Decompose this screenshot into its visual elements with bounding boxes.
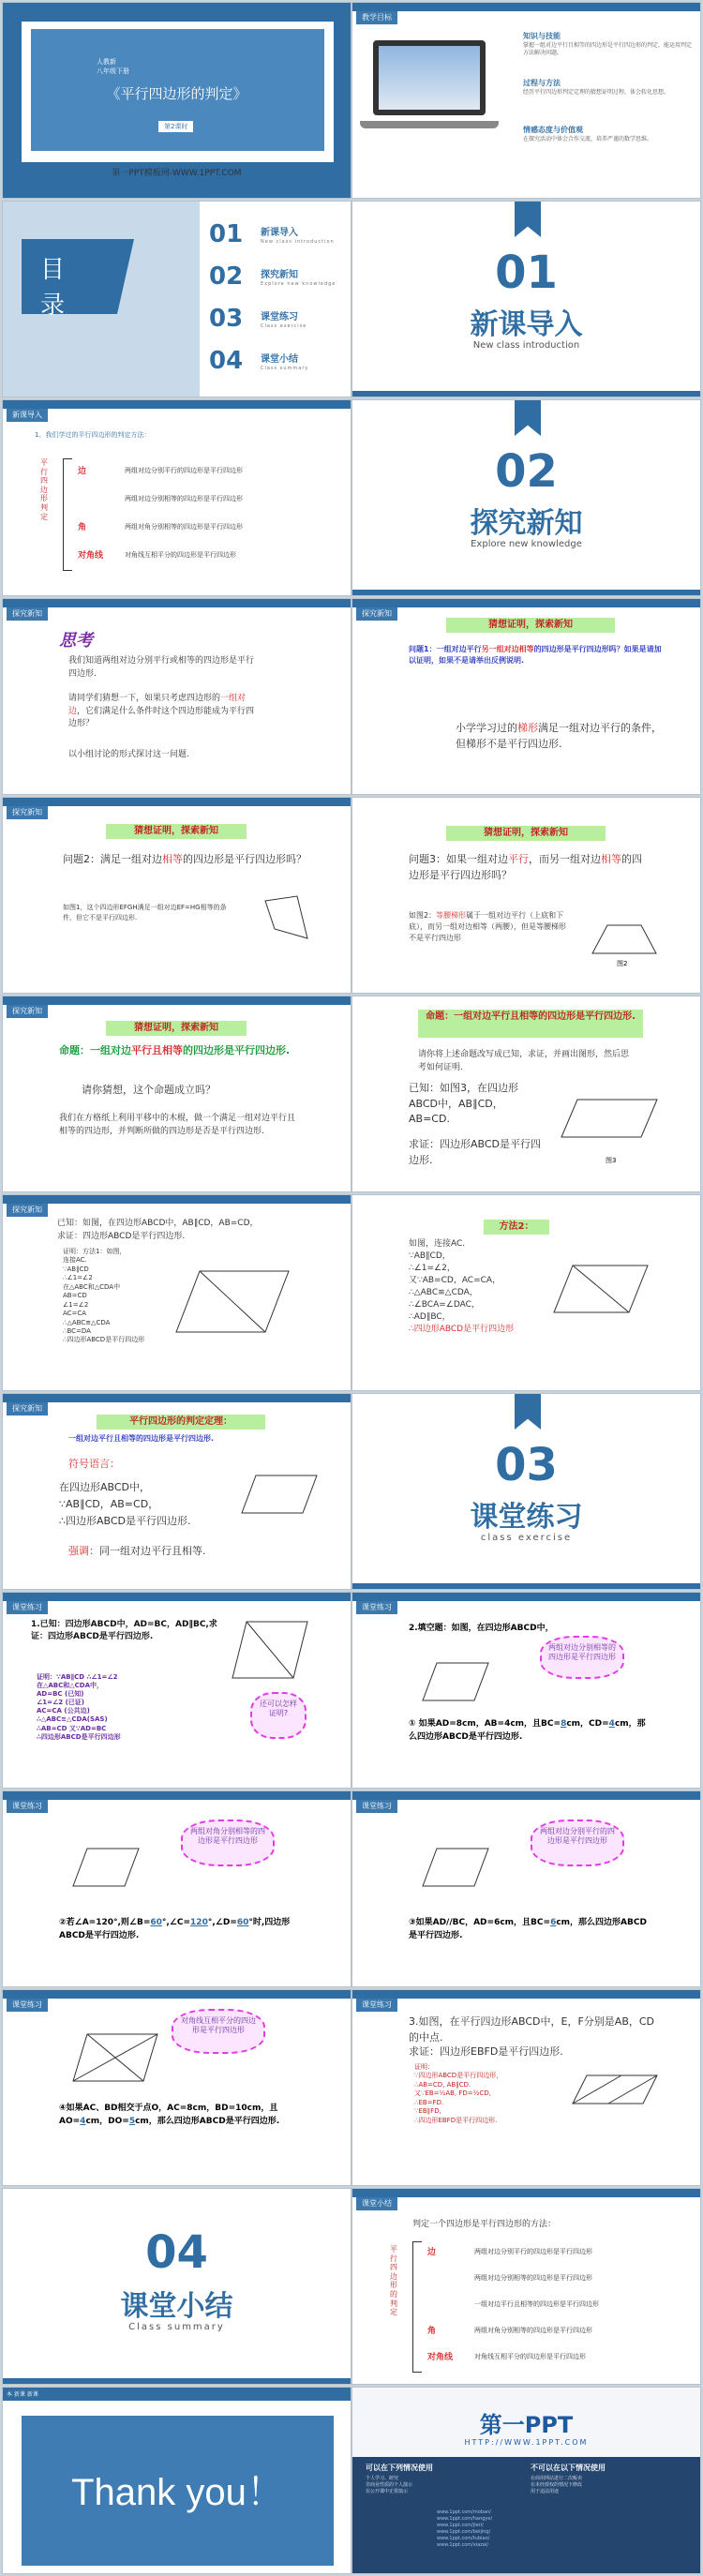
proof-line: ∴∠1=∠2， bbox=[409, 1264, 456, 1274]
slide-3-toc bbox=[2, 201, 352, 397]
slide-16-section-03 bbox=[352, 1393, 701, 1590]
proof1-prove: 求证：四边形ABCD是平行四边形. bbox=[57, 1232, 186, 1241]
usage-line: 在未经授权的情况下修改 bbox=[531, 2482, 583, 2488]
section-title: 课堂小结 bbox=[120, 2290, 233, 2323]
section-box: 猜想证明，探索新知 bbox=[446, 618, 615, 633]
review-intro: 1、我们学过的平行四边形的判定方法： bbox=[35, 431, 151, 439]
header-bar bbox=[352, 2189, 700, 2197]
parallel-answer bbox=[409, 1917, 652, 1942]
slide-1-cover bbox=[2, 2, 352, 199]
sym-l2: ∵AB∥CD，AB=CD， bbox=[59, 1498, 159, 1510]
ex2-answer bbox=[409, 1718, 652, 1744]
slide-22-exercise3 bbox=[352, 1989, 701, 2186]
think-p1: 我们知道两组对边分别平行或相等的四边形是平行四边形. bbox=[68, 656, 255, 679]
section-box: 猜想证明，探索新知 bbox=[106, 1021, 247, 1036]
ans-b: 梯形 bbox=[517, 722, 538, 734]
ex1-figure bbox=[228, 1617, 312, 1683]
ans-e: cm，那么四边形ABCD是平行四边形. bbox=[135, 2116, 280, 2126]
ans-c: cm，CD= bbox=[566, 1719, 609, 1729]
link-line: www.1ppt.com/beijing/ bbox=[437, 2529, 491, 2535]
proof-line: ∴EB=FD. bbox=[414, 2098, 444, 2106]
ans-g: °时,四边形ABCD是平行四边形. bbox=[59, 1918, 291, 1940]
ex2-figure bbox=[418, 1658, 493, 1705]
cover-badge: 第2课时 bbox=[158, 121, 193, 132]
slide-17-exercise1 bbox=[2, 1592, 352, 1789]
q2-text bbox=[63, 852, 307, 868]
q3-a: 问题3：如果一组对边 bbox=[409, 853, 508, 865]
tree-item: 两组对边分别相等的四边形是平行四边形 bbox=[125, 495, 243, 502]
tree-item: 一组对边平行且相等的四边形是平行四边形 bbox=[474, 2300, 599, 2308]
slide-12-rewrite bbox=[352, 996, 701, 1192]
proof-line: 证明：∵AB∥CD ∴∠1=∠2 bbox=[37, 1673, 118, 1681]
goal-2-text: 经历平行四边形判定定理的猜想证明过程，体会转化思想。 bbox=[523, 89, 670, 96]
proof1-figure bbox=[172, 1266, 293, 1341]
section-number: 03 bbox=[495, 1439, 558, 1491]
ans-d: 5 bbox=[128, 2116, 136, 2126]
laptop-image bbox=[373, 40, 486, 115]
emphasis bbox=[68, 1544, 206, 1560]
proof-line: AD=BC (已知) bbox=[37, 1690, 84, 1699]
q1-b: 另一组对边相等 bbox=[481, 645, 534, 653]
sym-l3: ∴四边形ABCD是平行四边形. bbox=[59, 1515, 191, 1527]
think-title: 思考 bbox=[59, 631, 93, 651]
given: 已知：如图3，在四边形ABCD中，AB∥CD，AB=CD. bbox=[409, 1082, 518, 1125]
ask: 请你猜想，这个命题成立吗？ bbox=[82, 1084, 216, 1096]
angles-bubble: 两组对角分别相等的四边形是平行四边形 bbox=[181, 1820, 275, 1866]
proof-line: 在△ABC和△CDA中， bbox=[37, 1682, 104, 1690]
summary-side-label: 平行四边形的判定 bbox=[390, 2245, 397, 2317]
ans-a: ②若∠A=120°,则∠B= bbox=[59, 1918, 151, 1927]
header-bar bbox=[352, 1990, 700, 1999]
top-bar bbox=[3, 2388, 351, 2401]
section-title: 新课导入 bbox=[470, 308, 583, 341]
slide-tag: 探究新知 bbox=[7, 1204, 48, 1217]
proof-line: ∴△ABC≌△CDA， bbox=[409, 1288, 478, 1298]
ans-c: cm，DO= bbox=[85, 2116, 129, 2126]
angles-figure bbox=[68, 1844, 143, 1891]
proof-line: ∵AB∥CD bbox=[63, 1265, 89, 1273]
slide-6-section-02 bbox=[352, 399, 701, 596]
toc-num: 01 bbox=[209, 220, 244, 248]
slide-tag: 新课导入 bbox=[7, 409, 48, 422]
cover-footer: 第一PPT模板网-WWW.1PPT.COM bbox=[112, 169, 242, 178]
thankyou-text: Thank you！ bbox=[71, 2472, 284, 2513]
slide-tag: 探究新知 bbox=[7, 607, 48, 621]
q1-a: 问题1：一组对边平行 bbox=[409, 645, 482, 653]
section-box: 命题：一组对边平行且相等的四边形是平行四边形. bbox=[418, 1010, 643, 1038]
ans-a: ③如果AD//BC，AD=6cm，且BC= bbox=[409, 1918, 551, 1927]
sym-l1: 在四边形ABCD中， bbox=[59, 1481, 151, 1493]
section-box: 猜想证明，探索新知 bbox=[106, 824, 247, 839]
tree-item: 对角线互相平分的四边形是平行四边形 bbox=[125, 551, 236, 559]
proof-line: ∴四边形EBFD是平行四边形. bbox=[414, 2116, 498, 2124]
summary-brace bbox=[412, 2241, 422, 2373]
slide-tag: 探究新知 bbox=[7, 806, 48, 819]
proof-line: 证明： bbox=[414, 2063, 434, 2071]
ans-a: ① 如果AD=8cm，AB=4cm，且BC= bbox=[409, 1719, 561, 1729]
link-line: www.1ppt.com/moban/ bbox=[437, 2509, 491, 2515]
tree-item: 两组对边分别相等的四边形是平行四边形 bbox=[474, 2274, 592, 2282]
cover-title: 《平行四边形的判定》 bbox=[106, 85, 247, 102]
proof-line: 证明：方法1：如图， bbox=[63, 1248, 127, 1255]
toc-title-mu: 目 bbox=[40, 256, 66, 284]
q3-d: 相等 bbox=[601, 853, 621, 865]
proof-line: ∵四边形ABCD是平行四边形， bbox=[414, 2072, 503, 2080]
header-bar bbox=[3, 1990, 351, 1999]
think-p2a: 请同学们猜想一下，如果只考虑四边形的 bbox=[68, 694, 221, 703]
top-bar-text: 本 新课 新课 bbox=[7, 2391, 38, 2398]
link-line: www.1ppt.com/xiazai/ bbox=[437, 2542, 489, 2548]
toc-sub: Class exercise bbox=[261, 323, 307, 329]
allowed-list bbox=[366, 2476, 412, 2495]
ans-c: °,∠C= bbox=[161, 1918, 191, 1927]
fig-b: 等腰梯形 bbox=[436, 911, 467, 920]
tree-item: 对角线互相平分的四边形是平行四边形 bbox=[474, 2353, 586, 2360]
laptop-base bbox=[360, 121, 499, 128]
header-bar bbox=[352, 1593, 700, 1601]
ans-e: cm，那么四边形ABCD是平行四边形. bbox=[409, 1719, 646, 1742]
proof-line: ∵EB∥FD, bbox=[414, 2107, 441, 2116]
q1-c: 的四边形是平行四边形吗？如果是请加以证明，如果不是请举出反例说明. bbox=[409, 645, 662, 665]
q3-text bbox=[409, 852, 643, 883]
tree-item: 两组对边分别平行的四边形是平行四边形 bbox=[474, 2248, 592, 2255]
toc-sub: Explore new knowledge bbox=[261, 281, 337, 287]
bottom-bar bbox=[3, 2378, 351, 2384]
q2-b: 相等 bbox=[162, 853, 183, 865]
slide-21-exercise-diagonals bbox=[2, 1989, 352, 2186]
slide-11-proposition bbox=[2, 996, 352, 1192]
ribbon bbox=[515, 1394, 541, 1430]
header-bar bbox=[352, 1791, 700, 1800]
proof1-given: 已知：如图，在四边形ABCD中，AB∥CD，AB=CD， bbox=[57, 1219, 259, 1228]
toc-num: 03 bbox=[209, 305, 244, 333]
bottom-bar bbox=[352, 590, 700, 595]
section-box: 方法2： bbox=[484, 1220, 549, 1235]
slide-15-theorem bbox=[2, 1393, 352, 1590]
note-b: 同一组对边平行且相等. bbox=[99, 1545, 206, 1557]
proof2-figure bbox=[549, 1261, 652, 1317]
denied-list bbox=[531, 2476, 582, 2495]
goal-3-title: 情感态度与价值观 bbox=[523, 126, 583, 134]
bottom-bar bbox=[352, 391, 700, 397]
q2-c: 的四边形是平行四边形吗？ bbox=[183, 853, 307, 865]
parallel-bubble: 两组对边分别平行的四边形是平行四边形 bbox=[531, 1820, 624, 1866]
slide-tag: 课堂练习 bbox=[7, 1999, 48, 2012]
q2-figure-text: 如图1，这个四边形EFGH满足一组对边EF=HG相等的条件，但它不是平行四边形. bbox=[63, 904, 227, 921]
ans-f: 60 bbox=[236, 1918, 249, 1927]
tree-item: 两组对角分别相等的四边形是平行四边形 bbox=[474, 2327, 592, 2334]
section-subtitle: New class introduction bbox=[472, 340, 580, 351]
diag-bubble: 对角线互相平分的四边形是平行四边形 bbox=[172, 2009, 265, 2054]
toc-num: 04 bbox=[209, 347, 244, 375]
slide-10-q3 bbox=[352, 797, 701, 994]
section-subtitle: class exercise bbox=[480, 1533, 573, 1543]
link-list bbox=[437, 2509, 492, 2549]
header-bar bbox=[3, 1394, 351, 1402]
note-a: 强调： bbox=[68, 1545, 99, 1557]
symbol-title: 符号语言： bbox=[68, 1458, 120, 1470]
toc-label: 探究新知 bbox=[261, 270, 298, 280]
cover-line1: 人教新 bbox=[97, 58, 116, 66]
ans-b: 8 bbox=[561, 1719, 567, 1729]
ex3-prove: 求证：四边形EBFD是平行四边形. bbox=[409, 2045, 563, 2058]
header-bar bbox=[352, 599, 700, 607]
ex2-bubble: 两组对边分别相等的四边形是平行四边形 bbox=[540, 1636, 624, 1679]
toc-sub: Class summary bbox=[261, 366, 309, 371]
header-bar bbox=[3, 798, 351, 806]
diag-answer bbox=[59, 2103, 303, 2128]
slide-4-section-01 bbox=[352, 201, 701, 397]
ex3-question: 3.如图，在平行四边形ABCD中，E，F分别是AB，CD的中点. bbox=[409, 2015, 655, 2044]
section-title: 课堂练习 bbox=[470, 1501, 583, 1534]
q3-fig-text bbox=[409, 910, 568, 944]
angles-answer bbox=[59, 1917, 303, 1942]
proposition bbox=[59, 1043, 293, 1059]
tree-category: 对角线 bbox=[427, 2353, 454, 2362]
tree-category: 角 bbox=[78, 523, 87, 532]
proof-line: AB=CD bbox=[63, 1292, 87, 1300]
ex2-question: 2.填空题：如图，在四边形ABCD中， bbox=[409, 1624, 554, 1633]
header-bar bbox=[3, 599, 351, 607]
slide-5-review bbox=[2, 399, 352, 596]
theorem: 一组对边平行且相等的四边形是平行四边形. bbox=[68, 1434, 215, 1443]
usage-line: 个人学习、研究 bbox=[366, 2476, 399, 2481]
proof-line: ∴AB=CD 又∵AD=BC bbox=[37, 1724, 107, 1732]
slide-14-proof2 bbox=[352, 1194, 701, 1391]
proof-line: 如图，连接AC. bbox=[409, 1239, 466, 1249]
section-number: 04 bbox=[145, 2226, 208, 2279]
proof-line: ∴AD∥BC， bbox=[409, 1312, 451, 1323]
slide-tag: 探究新知 bbox=[356, 607, 397, 621]
ans-c: cm，那么四边形ABCD是平行四边形. bbox=[409, 1918, 647, 1940]
diag-figure bbox=[68, 2029, 162, 2086]
ans-d: 120 bbox=[190, 1918, 208, 1927]
section-number: 02 bbox=[495, 445, 558, 498]
slide-8-q1 bbox=[352, 598, 701, 795]
header-bar bbox=[3, 1195, 351, 1204]
slide-25-thankyou bbox=[2, 2387, 352, 2574]
slide-tag: 探究新知 bbox=[7, 1005, 48, 1018]
ppt-url: HTTP://WWW.1PPT.COM bbox=[464, 2438, 589, 2447]
prop-c: 的四边形是平行四边形. bbox=[183, 1044, 291, 1056]
header-bar bbox=[3, 1593, 351, 1601]
proof-line: ∴AB=CD, AB∥CD. bbox=[414, 2080, 471, 2089]
review-side-label: 平行四边形判定 bbox=[40, 458, 48, 521]
proof-line: AC=CA (公共边) bbox=[37, 1707, 90, 1715]
toc-title-block bbox=[22, 239, 134, 314]
fig-c: 属于一组对边平行（上底和下底），而另一组对边相等（两腰），但是等腰梯形不是平行四边形 bbox=[409, 911, 566, 942]
slide-20-exercise-parallel bbox=[352, 1790, 701, 1987]
figure-label: 图2 bbox=[617, 960, 628, 967]
summary-intro: 判定一个四边形是平行四边形的方法： bbox=[412, 2220, 557, 2229]
slide-tag: 教学目标 bbox=[356, 11, 397, 24]
activity: 我们在方格纸上利用平移中的木棍，做一个满足一组对边平行且相等的四边形，并判断所做的四边形是否是平行四边形. bbox=[59, 1114, 296, 1136]
slide-26-copyright bbox=[352, 2387, 701, 2574]
usage-line: 用于违法用途 bbox=[531, 2489, 560, 2494]
toc-sub: New class introduction bbox=[261, 239, 335, 245]
ans-a: 小学学习过的 bbox=[456, 722, 517, 734]
ppt-logo: 第一PPT bbox=[479, 2412, 574, 2438]
toc-num: 02 bbox=[209, 262, 244, 291]
tree-item: 两组对角分别相等的四边形是平行四边形 bbox=[125, 523, 243, 531]
toc-label: 课堂练习 bbox=[261, 312, 298, 322]
section-number: 01 bbox=[495, 247, 558, 299]
proof-line: ∴BC=DA bbox=[63, 1326, 91, 1335]
rewrite-p1: 请你将上述命题改写成已知，求证，并画出图形，然后思考如何证明. bbox=[418, 1050, 630, 1072]
section-title: 探究新知 bbox=[470, 507, 583, 540]
slide-tag: 课堂练习 bbox=[7, 1800, 48, 1813]
section-subtitle: Class summary bbox=[128, 2322, 225, 2332]
slide-13-proof1 bbox=[2, 1194, 352, 1391]
usage-allowed-heading: 可以在下列情况使用 bbox=[366, 2464, 433, 2472]
header-bar bbox=[3, 996, 351, 1005]
quad-efgh-figure bbox=[256, 891, 312, 948]
proof-line: 在△ABC和△CDA中 bbox=[63, 1282, 121, 1291]
ans-b: 60 bbox=[150, 1918, 162, 1927]
slide-tag: 课堂练习 bbox=[7, 1601, 48, 1614]
ex1-question: 1.已知：四边形ABCD中，AD=BC，AD∥BC,求证：四边形ABCD是平行四边形. bbox=[31, 1620, 217, 1641]
proof-line: ∴△ABC≌△CDA bbox=[63, 1318, 111, 1326]
goal-1-text: 掌握一组对边平行且相等的四边形是平行四边形的判定，能运用判定方法解决问题。 bbox=[523, 42, 693, 56]
prove: 求证：四边形ABCD是平行四边形. bbox=[409, 1138, 542, 1166]
slide-9-q2 bbox=[2, 797, 352, 994]
slide-tag: 课堂练习 bbox=[356, 1601, 397, 1614]
think-p3: 以小组讨论的形式探讨这一问题. bbox=[68, 750, 189, 759]
header-bar bbox=[352, 3, 700, 11]
ans-c: 满足一组对边平行的条件，但梯形不是平行四边形. bbox=[456, 722, 662, 750]
header-bar bbox=[3, 400, 351, 409]
toc-label: 课堂小结 bbox=[261, 354, 298, 365]
proof-line: AC=CA bbox=[63, 1310, 87, 1318]
header-bar bbox=[3, 1791, 351, 1800]
slide-tag: 探究新知 bbox=[7, 1402, 48, 1415]
figure-label: 图3 bbox=[606, 1157, 617, 1164]
slide-7-think bbox=[2, 598, 352, 795]
ribbon bbox=[515, 400, 541, 436]
fig-a: 如图2： bbox=[409, 911, 437, 920]
q1-answer bbox=[456, 721, 671, 752]
think-p2 bbox=[68, 693, 256, 731]
proof2-lines bbox=[409, 1238, 514, 1336]
proof1-lines bbox=[63, 1248, 144, 1345]
proof-line: ∠1=∠2 (已证) bbox=[37, 1699, 84, 1707]
ribbon bbox=[515, 202, 541, 237]
proof-line: ∵AB∥CD， bbox=[409, 1251, 451, 1262]
ex3-figure bbox=[568, 2071, 662, 2108]
prop-b: 平行且相等 bbox=[131, 1044, 183, 1056]
q1-text bbox=[409, 644, 662, 666]
q2-a: 问题2：满足一组对边 bbox=[63, 853, 162, 865]
q3-c: ，而另一组对边 bbox=[529, 853, 601, 865]
proof-line: ∴∠1=∠2 bbox=[63, 1274, 93, 1282]
proof-line: 连接AC. bbox=[63, 1256, 87, 1265]
slide-tag: 课堂小结 bbox=[356, 2197, 397, 2210]
section-subtitle: Explore new knowledge bbox=[471, 539, 582, 549]
usage-line: 在公开课中正常演示 bbox=[366, 2489, 409, 2494]
link-line: www.1ppt.com/tubiao/ bbox=[437, 2536, 490, 2541]
goal-1-title: 知识与技能 bbox=[523, 32, 561, 40]
tree-item: 两组对边分别平行的四边形是平行四边形 bbox=[125, 467, 243, 474]
section-box: 猜想证明，探索新知 bbox=[446, 826, 606, 841]
goal-3-text: 在探究活动中体会合作交流，培养严谨的数学思维。 bbox=[523, 136, 653, 142]
usage-line: 在商用网站进行二次贩卖 bbox=[531, 2476, 583, 2481]
slide-tag: 课堂练习 bbox=[356, 1800, 397, 1813]
slide-18-exercise2 bbox=[352, 1592, 701, 1789]
link-line: www.1ppt.com/hangye/ bbox=[437, 2516, 493, 2522]
slide-23-section-04 bbox=[2, 2188, 352, 2385]
toc-label: 新课导入 bbox=[261, 228, 298, 238]
slide-2-goals bbox=[352, 2, 701, 199]
ex3-proof bbox=[414, 2063, 502, 2125]
think-p2c: ，它们满足什么条件时这个四边形能成为平行四边形？ bbox=[68, 706, 255, 728]
proof-line: ∴四边形ABCD是平行四边形 bbox=[63, 1336, 145, 1344]
usage-panel bbox=[352, 2457, 700, 2574]
ans-b: 4 bbox=[80, 2116, 86, 2126]
proof-line: 又∵AB=CD，AC=CA， bbox=[409, 1276, 501, 1286]
tree-category: 对角线 bbox=[78, 551, 104, 561]
q3-b: 平行 bbox=[508, 853, 529, 865]
usage-denied-heading: 不可以在以下情况使用 bbox=[531, 2464, 606, 2472]
review-brace bbox=[63, 458, 72, 571]
proof-line: ∴△ABC≌△CDA(SAS) bbox=[37, 1715, 108, 1724]
ex1-proof bbox=[37, 1673, 121, 1742]
proof-line: ∠1=∠2 bbox=[63, 1300, 89, 1309]
slide-tag: 课堂练习 bbox=[356, 1999, 397, 2012]
slide-24-summary bbox=[352, 2188, 701, 2385]
proof-line: ∴四边形ABCD是平行四边形 bbox=[37, 1732, 121, 1741]
ans-b: 6 bbox=[550, 1918, 557, 1927]
slide-19-exercise-angles bbox=[2, 1790, 352, 1987]
parallel-figure bbox=[418, 1844, 493, 1891]
bottom-bar bbox=[352, 1583, 700, 1589]
toc-title-lu: 录 bbox=[40, 292, 66, 320]
proof-line: ∴四边形ABCD是平行四边形 bbox=[409, 1325, 515, 1335]
q3-e: 的四边形是平行四边形吗？ bbox=[409, 853, 642, 881]
link-line: www.1ppt.com/jieri/ bbox=[437, 2523, 484, 2528]
tree-category: 边 bbox=[78, 467, 87, 476]
theorem-figure bbox=[237, 1471, 322, 1518]
prop-a: 命题：一组对边 bbox=[59, 1044, 131, 1056]
trapezoid-figure bbox=[587, 918, 662, 965]
tree-category: 边 bbox=[427, 2248, 437, 2257]
parallelogram-figure bbox=[559, 1090, 662, 1146]
ans-d: 4 bbox=[608, 1719, 615, 1729]
tree-category: 角 bbox=[427, 2327, 437, 2336]
think-p2b: 一组对边 bbox=[68, 694, 247, 716]
usage-line: 非商业性质的个人演示 bbox=[366, 2482, 413, 2488]
ans-a: ④如果AC、BD相交于点O，AC=8cm，BD=10cm，且AO= bbox=[59, 2104, 278, 2126]
cover-line2: 八年级下册 bbox=[97, 67, 129, 75]
section-box: 平行四边形的判定定理： bbox=[97, 1415, 265, 1430]
goal-2-title: 过程与方法 bbox=[523, 79, 561, 87]
proof-line: ∴∠BCA=∠DAC， bbox=[409, 1300, 480, 1310]
proof-line: 又∵EB=½AB, FD=½CD, bbox=[414, 2089, 491, 2098]
ex1-bubble: 还可以怎样证明? bbox=[250, 1692, 307, 1739]
ans-e: °,∠D= bbox=[207, 1918, 237, 1927]
